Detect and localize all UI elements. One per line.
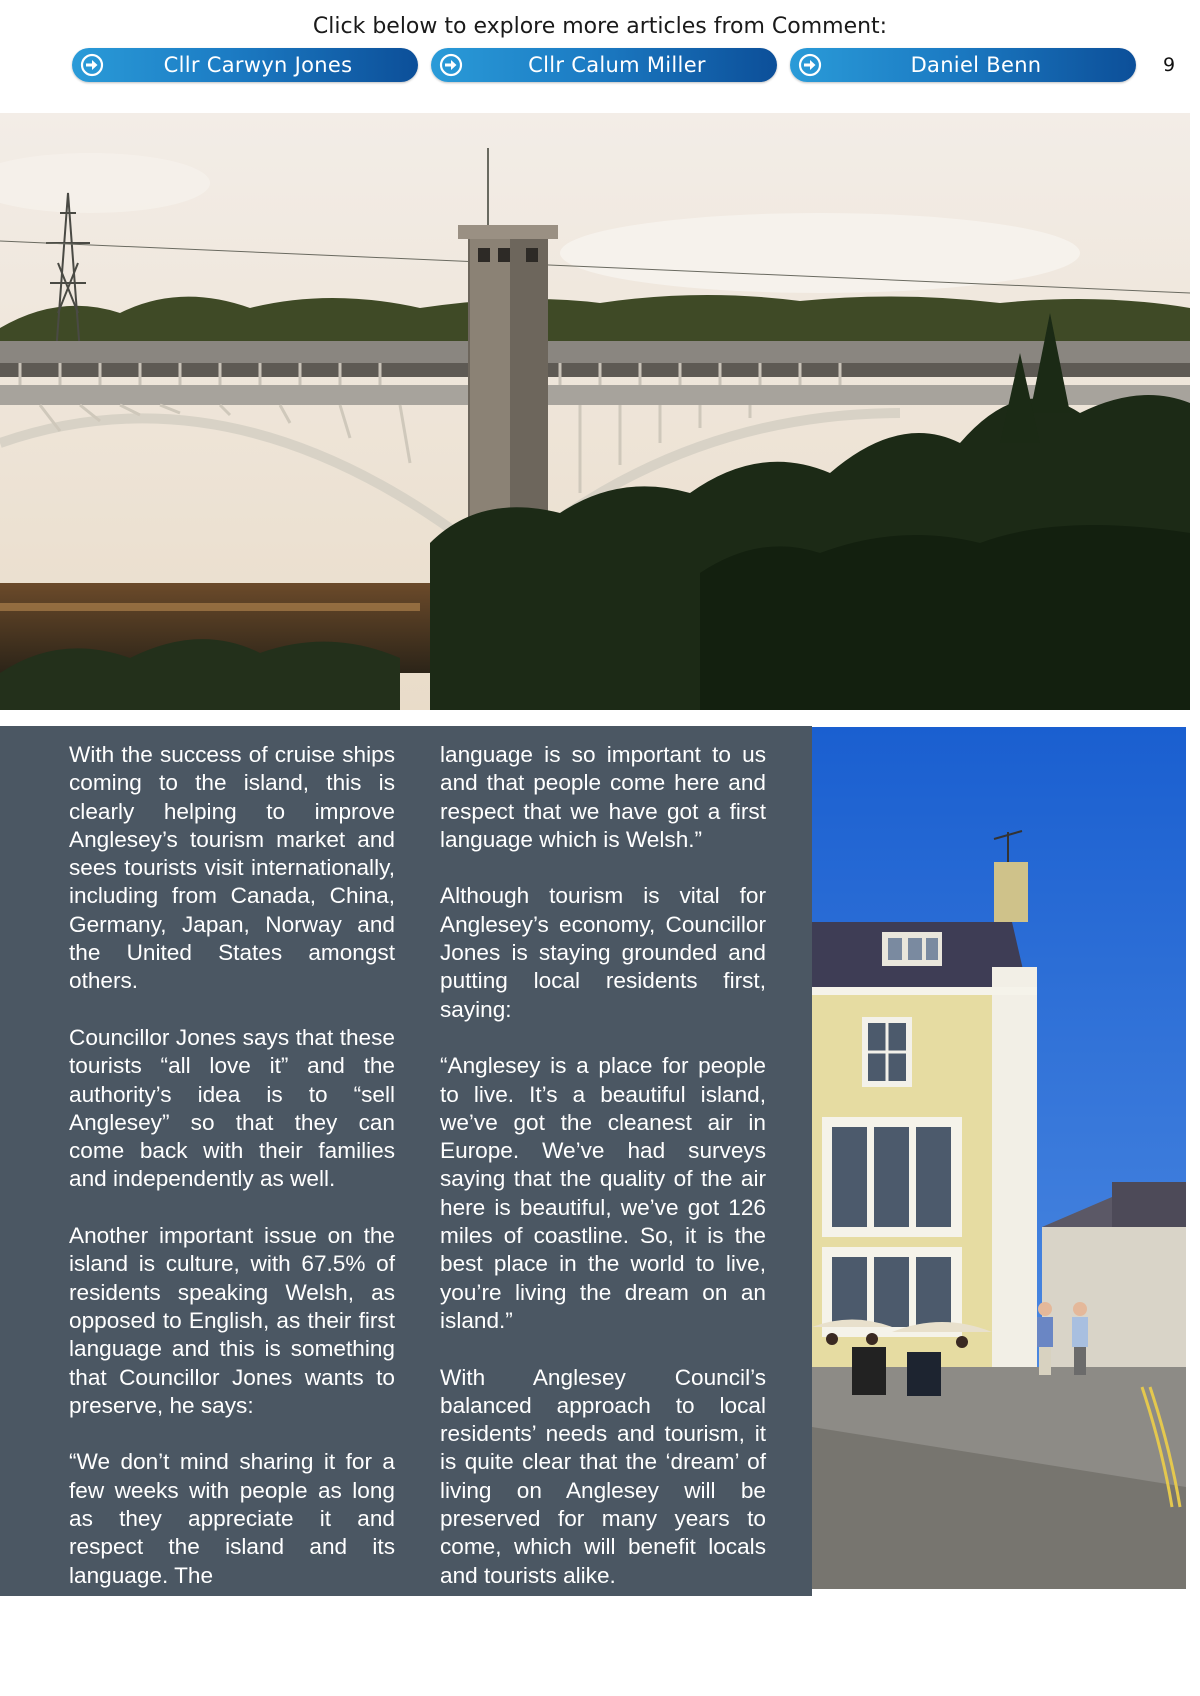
article-paragraph: With Anglesey Council’s balanced approach to local residents’ needs and tourism, it is quite clear that the ‘dream’ of living on Anglesey will be preserved for many years to come, which will benefit locals and tourists alike. bbox=[440, 1364, 766, 1588]
arrow-right-circle-icon bbox=[798, 53, 822, 77]
nav-button-label: Daniel Benn bbox=[910, 53, 1042, 77]
nav-button-label: Cllr Calum Miller bbox=[528, 53, 706, 77]
nav-caption: Click below to explore more articles from Comment: bbox=[312, 14, 888, 39]
article-paragraph: Although tourism is vital for Anglesey’s economy, Councillor Jones is staying grounded and putting local residents first, saying: bbox=[440, 883, 766, 1022]
article-column-left bbox=[69, 741, 395, 1618]
arrow-right-circle-icon bbox=[80, 53, 104, 77]
bridge-photo bbox=[0, 113, 1190, 710]
nav-button-calum-miller[interactable] bbox=[431, 48, 777, 82]
article-paragraph: Another important issue on the island is culture, with 67.5% of residents speaking Welsh, as opposed to English, as their first language and this is something that Councillor Jones wants to preserve, he says: bbox=[69, 1223, 395, 1418]
page-number: 9 bbox=[1162, 54, 1176, 76]
article-paragraph: language is so important to us and that people come here and respect that we have got a first language which is Welsh.” bbox=[440, 742, 766, 852]
article-paragraph: “We don’t mind sharing it for a few weeks with people as long as they appreciate it and respect the island and its language. The bbox=[69, 1449, 395, 1588]
nav-button-carwyn-jones[interactable] bbox=[72, 48, 418, 82]
article-paragraph: “Anglesey is a place for people to live. It’s a beautiful island, we’ve got the cleanest air in Europe. We’ve had surveys saying that the quality of the air here is beautiful, we’ve got 126 miles of coastline. So, it is the best place in the world to live, you’re living the dream on an island.” bbox=[440, 1053, 766, 1333]
street-photo bbox=[812, 727, 1186, 1589]
article-column-right bbox=[440, 741, 766, 1618]
nav-button-daniel-benn[interactable] bbox=[790, 48, 1136, 82]
article-paragraph: With the success of cruise ships coming to the island, this is clearly helping to improve Anglesey’s tourism market and sees tourists visit internationally, including from Canada, China, Germany, Japan, Norway and the United States amongst others. bbox=[69, 742, 395, 994]
arrow-right-circle-icon bbox=[439, 53, 463, 77]
nav-button-label: Cllr Carwyn Jones bbox=[163, 53, 353, 77]
article-paragraph: Councillor Jones says that these tourists “all love it” and the authority’s idea is to “sell Anglesey” so that they can come back with their families and independently as well. bbox=[69, 1024, 395, 1192]
